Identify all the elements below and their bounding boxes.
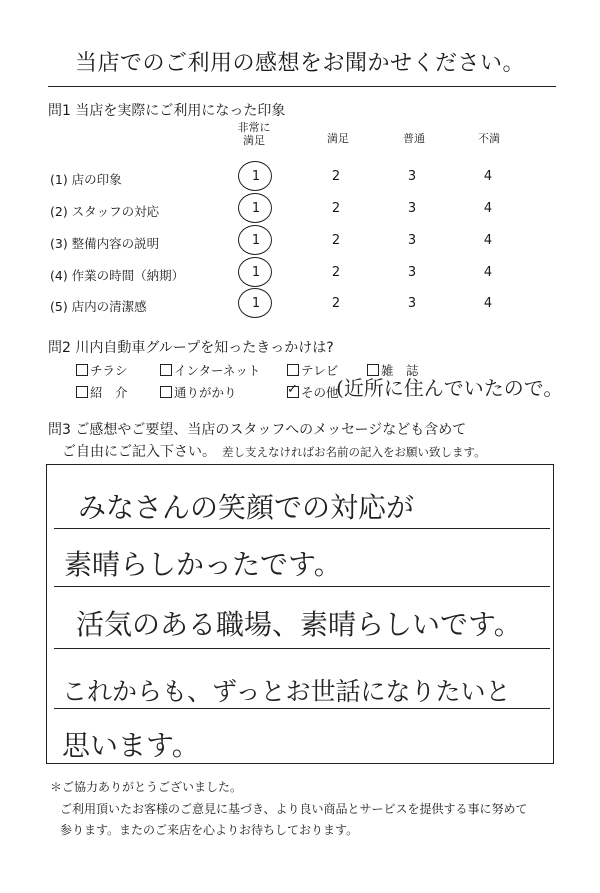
footer-line-2: ご利用頂いたお客様のご意見に基づき、より良い商品とサービスを提供する事に努めて [60, 802, 528, 816]
checkbox[interactable] [76, 364, 88, 376]
rating-option-3[interactable]: 3 [407, 296, 417, 311]
rating-option-1[interactable]: 1 [251, 265, 261, 280]
rating-option-3[interactable]: 3 [407, 201, 417, 216]
survey-title: 当店でのご利用の感想をお聞かせください。 [74, 51, 525, 76]
selected-rating-circle [238, 225, 272, 255]
comment-line-3: 活気のある職場、素晴らしいです。 [76, 608, 522, 641]
column-very-satisfied: 非常に 満足 [237, 121, 271, 147]
rating-option-1[interactable]: 1 [251, 296, 261, 311]
comment-line-2: 素晴らしかったです。 [64, 548, 342, 581]
rating-row-label: (5) 店内の清潔感 [50, 299, 147, 314]
rating-option-2[interactable]: 2 [331, 233, 341, 248]
option-magazine[interactable]: 雑 誌 [367, 361, 419, 379]
selected-rating-circle [238, 161, 272, 191]
rating-option-3[interactable]: 3 [407, 265, 417, 280]
comment-line-1: みなさんの笑顔での対応が [78, 491, 415, 524]
checkbox[interactable] [160, 364, 172, 376]
rating-row-label: (1) 店の印象 [50, 172, 122, 187]
rating-row-label: (3) 整備内容の説明 [50, 236, 160, 251]
q1-heading: 問1 当店を実際にご利用になった印象 [48, 103, 286, 119]
rating-option-4[interactable]: 4 [483, 233, 493, 248]
title-underline [48, 86, 556, 87]
rating-option-2[interactable]: 2 [331, 296, 341, 311]
option-other[interactable]: ✓ その他 [287, 383, 339, 401]
checkbox[interactable] [287, 364, 299, 376]
q3-heading: 問3 ご感想やご要望、当店のスタッフへのメッセージなども含めて [48, 422, 467, 438]
column-dissatisfied: 不満 [478, 132, 500, 145]
other-handwritten-answer: (近所に住んでいたので。 [336, 376, 564, 400]
option-flyer[interactable]: チラシ [76, 361, 128, 379]
writing-line [54, 586, 550, 587]
rating-option-4[interactable]: 4 [483, 265, 493, 280]
checkbox-checked[interactable] [287, 386, 299, 398]
rating-row-label: (2) スタッフの対応 [50, 204, 160, 219]
option-tv[interactable]: テレビ [287, 361, 338, 379]
rating-row-label: (4) 作業の時間（納期） [50, 268, 185, 283]
checkbox[interactable] [160, 386, 172, 398]
column-normal: 普通 [403, 132, 425, 145]
rating-option-2[interactable]: 2 [331, 169, 341, 184]
selected-rating-circle [238, 288, 272, 318]
writing-line [54, 708, 550, 709]
column-satisfied: 満足 [327, 132, 349, 145]
q3-subheading: ご自由にご記入下さい。 差し支えなければお名前の記入をお願い致します。 [62, 444, 486, 460]
comment-line-4: これからも、ずっとお世話になりたいと [62, 677, 511, 706]
rating-option-3[interactable]: 3 [407, 233, 417, 248]
rating-option-3[interactable]: 3 [407, 169, 417, 184]
rating-option-4[interactable]: 4 [483, 201, 493, 216]
rating-option-2[interactable]: 2 [331, 201, 341, 216]
writing-line [54, 528, 550, 529]
selected-rating-circle [238, 193, 272, 223]
rating-option-1[interactable]: 1 [251, 201, 261, 216]
footer-line-3: 参ります。またのご来店を心よりお待ちしております。 [60, 823, 359, 837]
rating-option-2[interactable]: 2 [331, 265, 341, 280]
comment-line-5: 思います。 [62, 729, 200, 762]
option-internet[interactable]: インターネット [160, 361, 260, 379]
rating-option-4[interactable]: 4 [483, 169, 493, 184]
q2-heading: 問2 川内自動車グループを知ったきっかけは? [48, 340, 334, 356]
rating-option-1[interactable]: 1 [251, 169, 261, 184]
checkbox[interactable] [76, 386, 88, 398]
selected-rating-circle [238, 257, 272, 287]
writing-line [54, 648, 550, 649]
option-passing-by[interactable]: 通りがかり [160, 383, 237, 401]
option-referral[interactable]: 紹 介 [76, 383, 128, 401]
rating-option-1[interactable]: 1 [251, 233, 261, 248]
thanks-note: ＊ご協力ありがとうございました。 [50, 780, 243, 794]
rating-option-4[interactable]: 4 [483, 296, 493, 311]
